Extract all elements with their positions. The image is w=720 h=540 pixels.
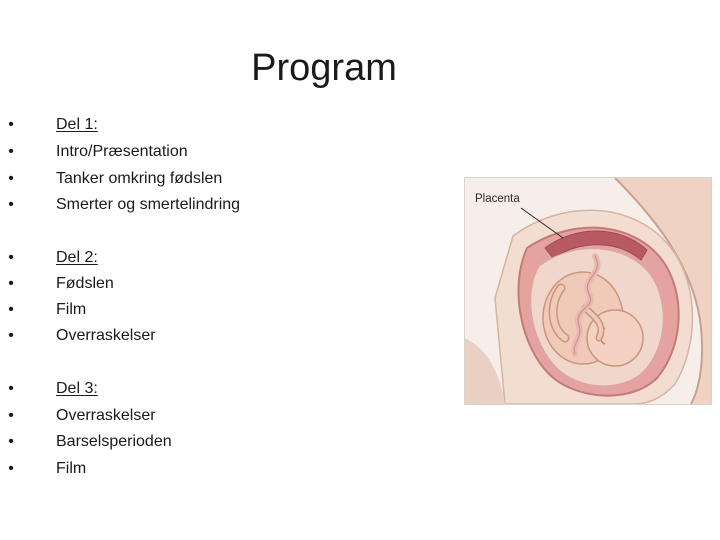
agenda-item	[0, 139, 430, 165]
agenda-item-label: Intro/Præsentation	[56, 143, 188, 160]
agenda-item-label: Smerter og smertelindring	[56, 196, 241, 213]
pregnancy-illustration	[464, 177, 712, 405]
agenda-item-label: Film	[56, 301, 87, 318]
agenda-item-label: Tanker omkring fødslen	[56, 170, 223, 187]
agenda-item-label: Overraskelser	[56, 327, 156, 344]
section-heading: Del 1:	[56, 116, 98, 133]
agenda-item	[0, 166, 430, 192]
agenda-item-label: Fødslen	[56, 275, 114, 292]
agenda-item	[0, 323, 430, 349]
agenda-item	[0, 271, 430, 297]
agenda-item	[0, 297, 430, 323]
bullet-icon: •	[8, 301, 14, 318]
section-heading: Del 2:	[56, 249, 98, 266]
bullet-icon: •	[8, 380, 14, 397]
bullet-icon: •	[8, 196, 14, 213]
bullet-icon: •	[8, 407, 14, 424]
agenda-item	[0, 429, 430, 455]
slide-title: Program	[251, 47, 397, 89]
agenda-item-label: Film	[56, 460, 87, 477]
bullet-icon: •	[8, 275, 14, 292]
bullet-icon: •	[8, 327, 14, 344]
agenda-item	[0, 192, 430, 218]
agenda-item-heading	[0, 112, 430, 138]
agenda-item-heading	[0, 376, 430, 402]
agenda-item	[0, 456, 430, 482]
placenta-label: Placenta	[475, 193, 520, 205]
agenda-item	[0, 403, 430, 429]
bullet-icon: •	[8, 433, 14, 450]
section-heading: Del 3:	[56, 380, 98, 397]
bullet-icon: •	[8, 116, 14, 133]
bullet-icon: •	[8, 143, 14, 160]
bullet-icon: •	[8, 249, 14, 266]
bullet-icon: •	[8, 170, 14, 187]
agenda-item-label: Overraskelser	[56, 407, 156, 424]
agenda-item-heading	[0, 245, 430, 271]
bullet-icon: •	[8, 460, 14, 477]
agenda-item-label: Barselsperioden	[56, 433, 172, 450]
